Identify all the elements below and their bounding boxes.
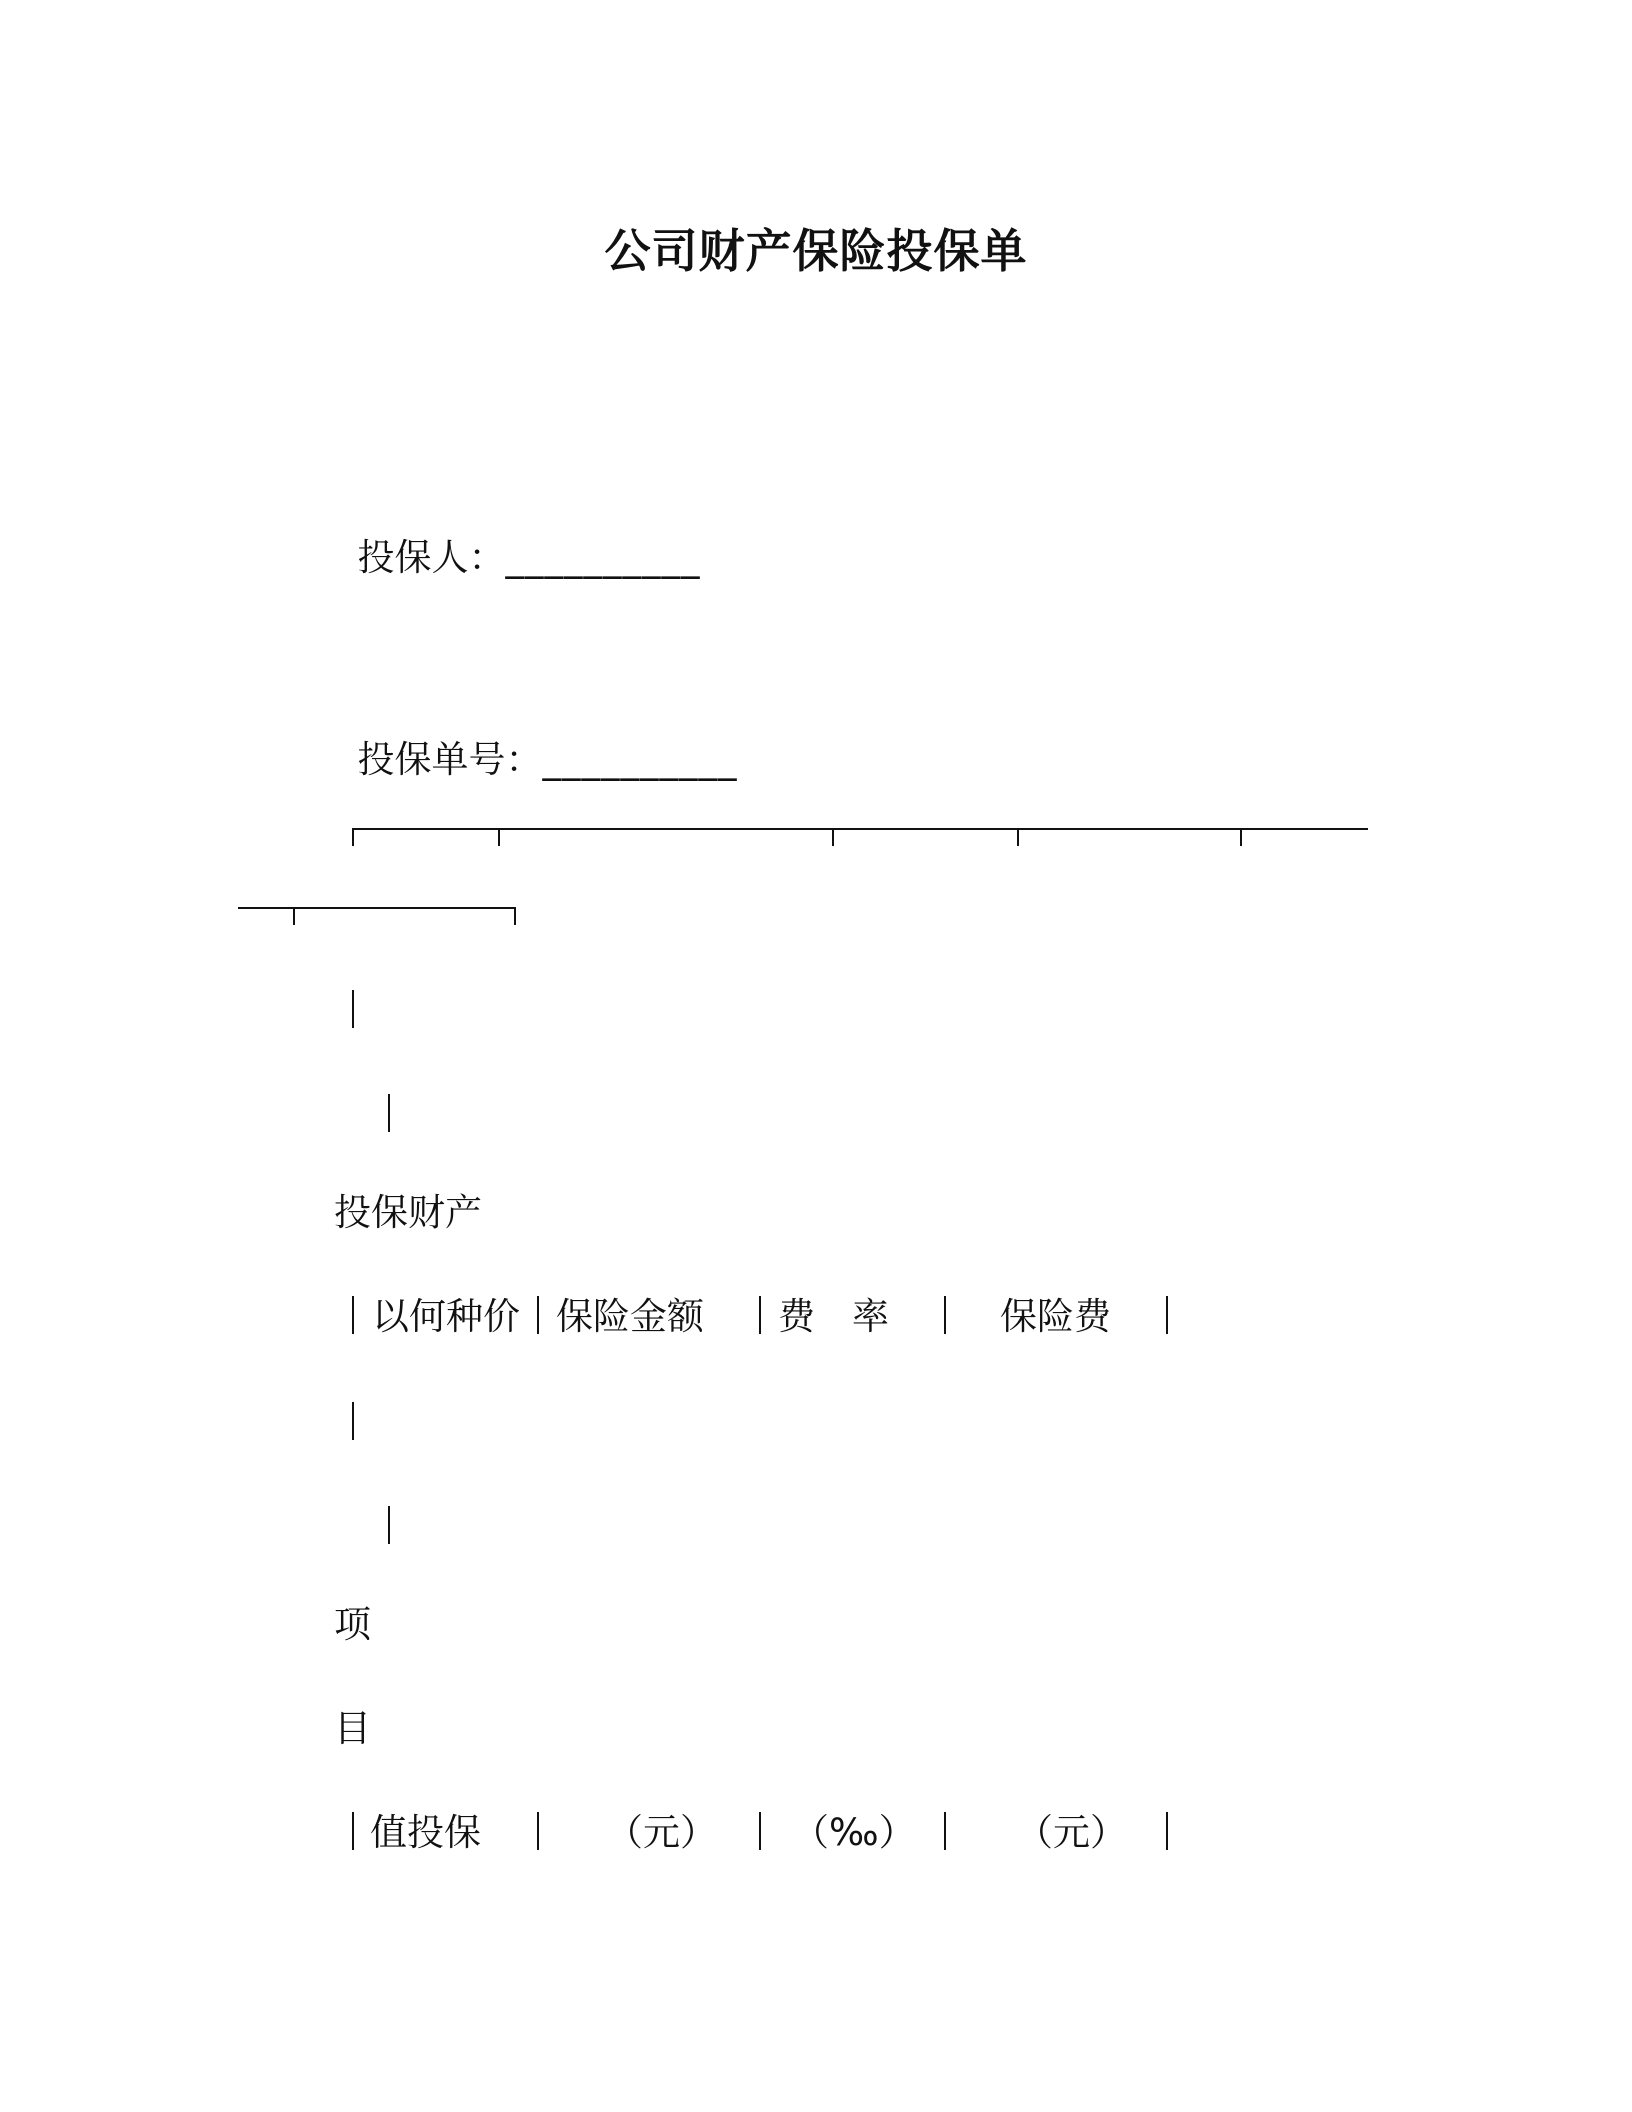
document-title: 公司财产保险投保单 [604, 224, 1028, 278]
header-cell-rate: 费 率 [778, 1295, 889, 1338]
row-label-item-line2: 目 [334, 1707, 371, 1750]
rule-tick [514, 907, 516, 925]
cell-border [352, 990, 354, 1028]
cell-border [352, 1402, 354, 1440]
rule-tick [832, 828, 834, 846]
applicant-blank[interactable]: __________ [505, 536, 701, 579]
table-top-rule [352, 828, 1368, 830]
cell-border [352, 1296, 354, 1334]
unit-cell-valuation: 值投保 [370, 1811, 481, 1854]
rule-tick [1017, 828, 1019, 846]
policy-number-blank[interactable]: __________ [542, 738, 738, 781]
header-cell-sum-insured: 保险金额 [556, 1295, 704, 1338]
rule-tick [498, 828, 500, 846]
cell-border [388, 1094, 390, 1132]
unit-cell-premium: （元） [1016, 1811, 1127, 1854]
cell-border [1166, 1812, 1168, 1850]
table-top-rule-continued [238, 907, 515, 909]
cell-border [537, 1812, 539, 1850]
policy-number-label: 投保单号： [357, 738, 543, 781]
rule-tick [352, 828, 354, 846]
row-label-insured-property: 投保财产 [334, 1191, 482, 1234]
cell-border [759, 1296, 761, 1334]
cell-border [1166, 1296, 1168, 1334]
cell-border [944, 1296, 946, 1334]
cell-border [759, 1812, 761, 1850]
unit-cell-sum-insured: （元） [606, 1811, 717, 1854]
applicant-label: 投保人： [357, 536, 506, 579]
rule-tick [1240, 828, 1242, 846]
cell-border [537, 1296, 539, 1334]
cell-border [352, 1812, 354, 1850]
row-label-item-line1: 项 [334, 1603, 371, 1646]
header-cell-premium: 保险费 [1000, 1295, 1111, 1338]
unit-cell-rate: （‰） [792, 1811, 916, 1854]
header-cell-valuation-basis: 以何种价 [372, 1295, 520, 1338]
cell-border [944, 1812, 946, 1850]
cell-border [388, 1506, 390, 1544]
rule-tick [293, 907, 295, 925]
